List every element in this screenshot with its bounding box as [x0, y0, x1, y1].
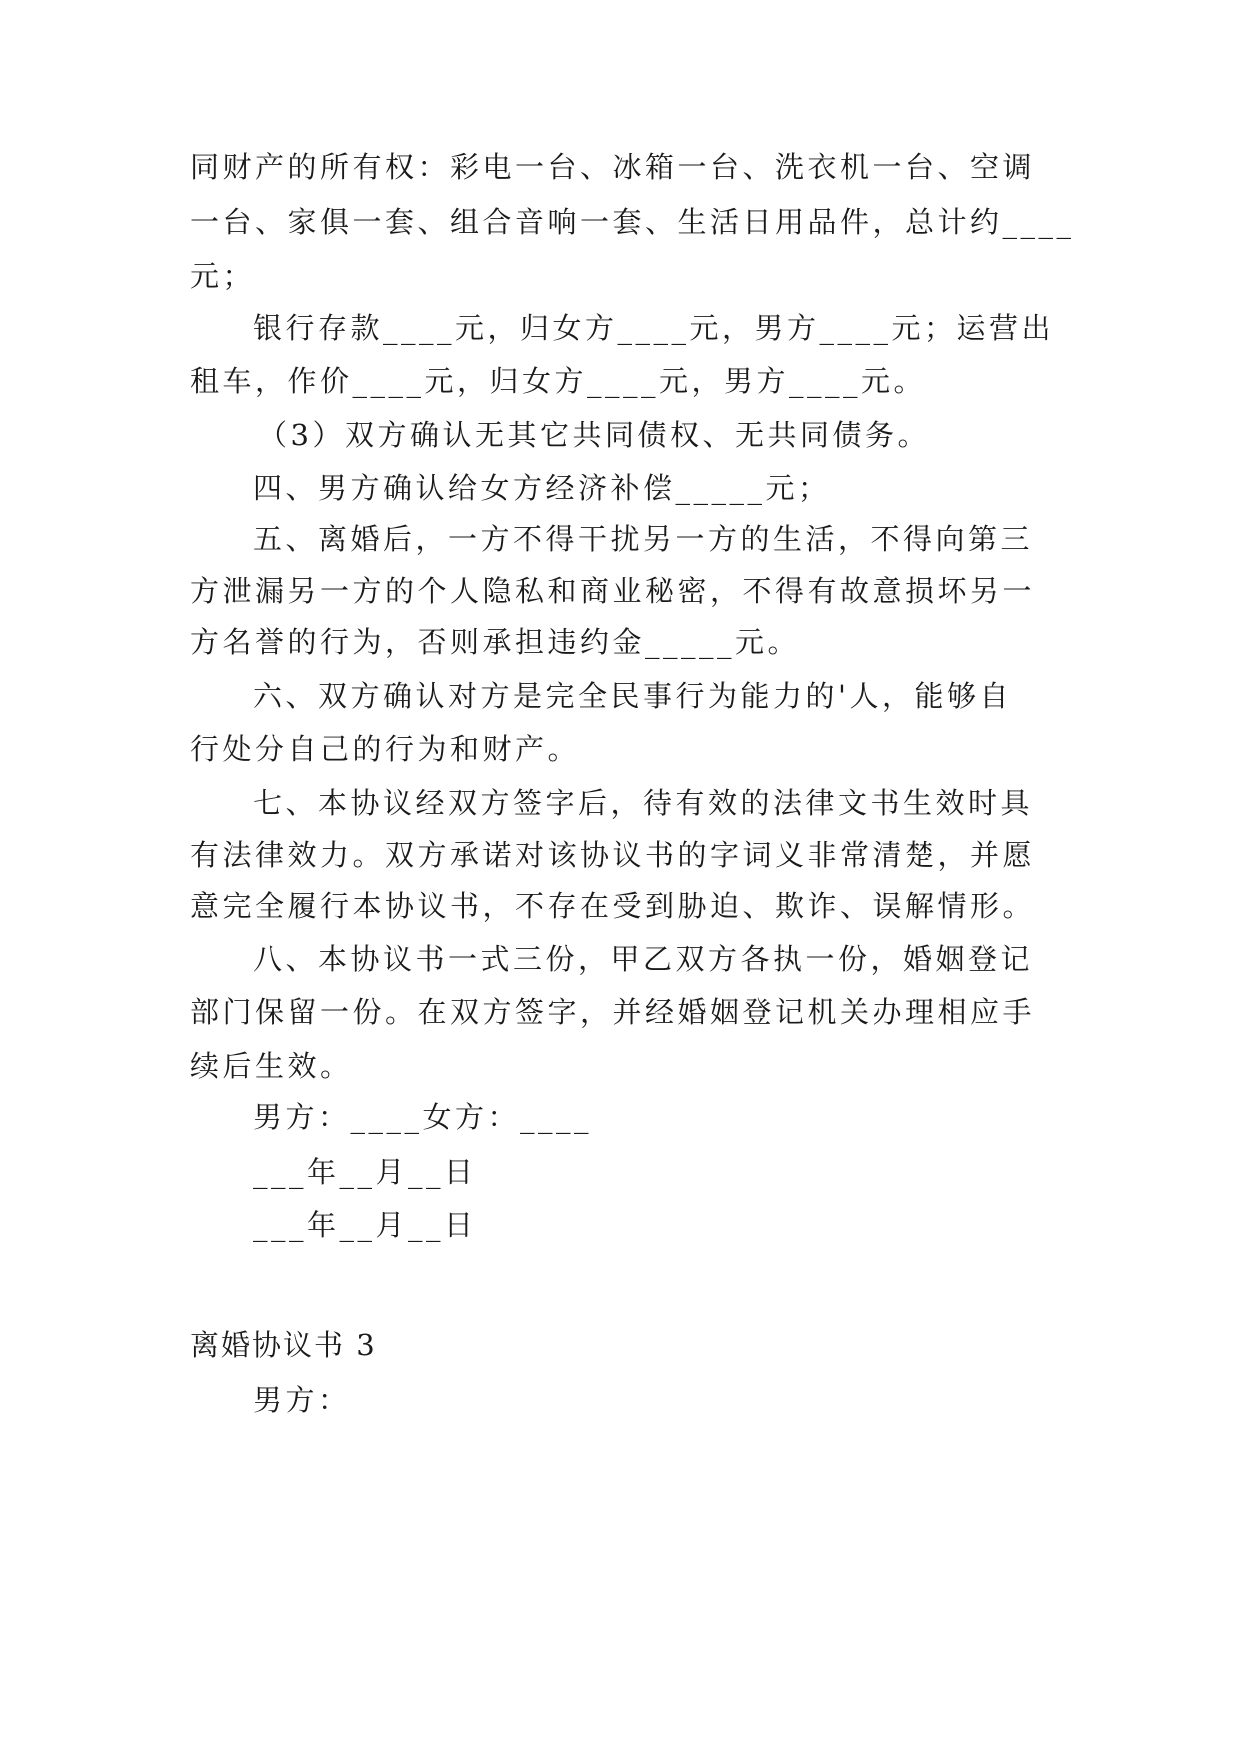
- text-line: 租车，作价____元，归女方____元，男方____元。: [190, 364, 927, 398]
- text-line: 一台、家俱一套、组合音响一套、生活日用品件，总计约____: [190, 205, 1075, 239]
- text-line: （3）双方确认无其它共同债权、无共同债务。: [258, 418, 930, 452]
- text-line: 五、离婚后，一方不得干扰另一方的生活，不得向第三: [253, 522, 1034, 556]
- text-line: 方名誉的行为，否则承担违约金_____元。: [190, 625, 801, 659]
- text-line: 同财产的所有权：彩电一台、冰箱一台、洗衣机一台、空调: [190, 150, 1036, 184]
- text-line: 行处分自己的行为和财产。: [190, 732, 581, 766]
- text-line: 四、男方确认给女方经济补偿_____元；: [253, 471, 831, 505]
- date-line: ___年__月__日: [253, 1208, 477, 1242]
- text-line: 方泄漏另一方的个人隐私和商业秘密，不得有故意损坏另一: [190, 574, 1036, 608]
- text-line: 七、本协议经双方签字后，待有效的法律文书生效时具: [253, 786, 1034, 820]
- signature-line: 男方：____女方：____: [253, 1100, 593, 1134]
- date-line: ___年__月__日: [253, 1155, 477, 1189]
- section-title: 离婚协议书 3: [190, 1328, 377, 1362]
- text-line: 元；: [190, 259, 256, 293]
- text-line: 男方：: [253, 1383, 351, 1417]
- text-line: 六、双方确认对方是完全民事行为能力的'人，能够自: [253, 679, 1012, 713]
- text-line: 有法律效力。双方承诺对该协议书的字词义非常清楚，并愿: [190, 838, 1036, 872]
- text-line: 续后生效。: [190, 1049, 353, 1083]
- text-line: 部门保留一份。在双方签字，并经婚姻登记机关办理相应手: [190, 995, 1036, 1029]
- text-line: 八、本协议书一式三份，甲乙双方各执一份，婚姻登记: [253, 942, 1034, 976]
- text-line: 银行存款____元，归女方____元，男方____元；运营出: [253, 311, 1055, 345]
- text-line: 意完全履行本协议书，不存在受到胁迫、欺诈、误解情形。: [190, 889, 1036, 923]
